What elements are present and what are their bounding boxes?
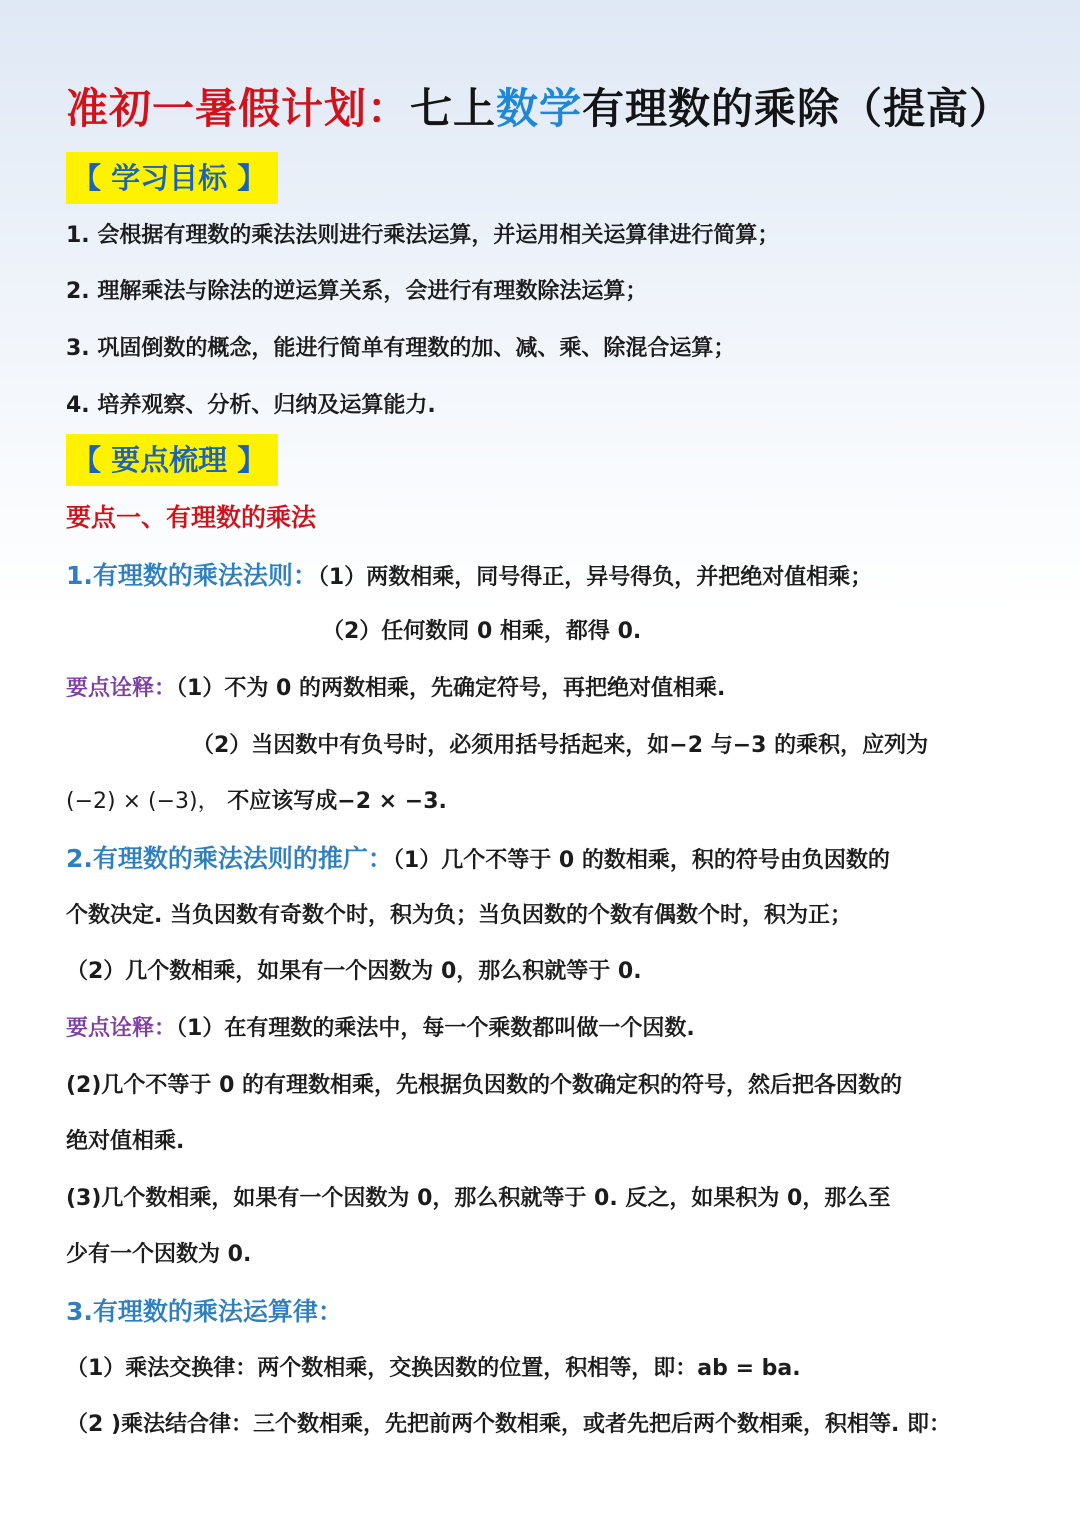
title-prefix: 准初一暑假计划： bbox=[66, 84, 411, 133]
objective-3: 3. 巩固倒数的概念，能进行简单有理数的加、减、乘、除混合运算； bbox=[66, 336, 736, 361]
rule1-text-b: （2）任何数同 0 相乘，都得 0. bbox=[322, 619, 642, 644]
rule3-title: 3.有理数的乘法运算律： bbox=[66, 1297, 343, 1326]
note2-line-a bbox=[66, 1014, 1020, 1044]
page-title bbox=[66, 76, 1066, 136]
note1-line-c bbox=[66, 787, 1020, 817]
objective-1: 1. 会根据有理数的乘法法则进行乘法运算，并运用相关运算律进行简算； bbox=[66, 223, 780, 248]
title-subject: 数学 bbox=[496, 84, 583, 133]
rule3-text-a: （1）乘法交换律：两个数相乘，交换因数的位置，积相等，即：ab = ba. bbox=[66, 1356, 801, 1381]
section-heading: 要点一、有理数的乘法 bbox=[66, 503, 317, 532]
note1-expression: (−2) × (−3)， bbox=[66, 789, 220, 814]
rule1-text-a: （1）两数相乘，同号得正，异号得负，并把绝对值相乘； bbox=[317, 565, 873, 590]
note2-text-e: 少有一个因数为 0. bbox=[66, 1242, 252, 1267]
rule3-line bbox=[66, 1297, 1020, 1329]
rule2-text-c: （2）几个数相乘，如果有一个因数为 0，那么积就等于 0. bbox=[66, 959, 642, 984]
note1-line-a bbox=[66, 674, 1020, 704]
title-topic: 有理数的乘除（提高） bbox=[582, 84, 1013, 133]
note1-text-b: （2）当因数中有负号时，必须用括号括起来，如−2 与−3 的乘积，应列为 bbox=[192, 733, 929, 758]
rule1-line bbox=[66, 561, 1020, 593]
rule2-text-a: （1）几个不等于 0 的数相乘，积的符号由负因数的 bbox=[392, 848, 890, 873]
key-points-tag: 【 要点梳理 】 bbox=[66, 434, 278, 486]
learning-goals-tag: 【 学习目标 】 bbox=[66, 152, 278, 204]
note2-text-b: (2)几个不等于 0 的有理数相乘，先根据负因数的个数确定积的符号，然后把各因数的 bbox=[66, 1073, 903, 1098]
rule3-text-b: （2 )乘法结合律：三个数相乘，先把前两个数相乘，或者先把后两个数相乘，积相等. 即： bbox=[66, 1412, 952, 1437]
note1-text-c: 不应该写成−2 × −3. bbox=[219, 789, 447, 814]
rule2-text-b: 个数决定. 当负因数有奇数个时，积为负；当负因数的个数有偶数个时，积为正； bbox=[66, 903, 853, 928]
objective-2: 2. 理解乘法与除法的逆运算关系，会进行有理数除法运算； bbox=[66, 279, 648, 304]
note1-text-a: （1）不为 0 的两数相乘，先确定符号，再把绝对值相乘. bbox=[176, 676, 726, 701]
note2-text-d: (3)几个数相乘，如果有一个因数为 0，那么积就等于 0. 反之，如果积为 0，那么至 bbox=[66, 1186, 891, 1211]
note2-text-a: （1）在有理数的乘法中，每一个乘数都叫做一个因数. bbox=[176, 1016, 695, 1041]
note1-label: 要点诠释： bbox=[66, 676, 177, 701]
title-grade: 七上 bbox=[410, 84, 497, 133]
note2-text-c: 绝对值相乘. bbox=[66, 1129, 185, 1154]
objective-4: 4. 培养观察、分析、归纳及运算能力. bbox=[66, 393, 436, 418]
rule1-title: 1.有理数的乘法法则： bbox=[66, 561, 318, 590]
rule2-line bbox=[66, 844, 1020, 876]
rule2-title: 2.有理数的乘法法则的推广： bbox=[66, 844, 393, 873]
note2-label: 要点诠释： bbox=[66, 1016, 177, 1041]
